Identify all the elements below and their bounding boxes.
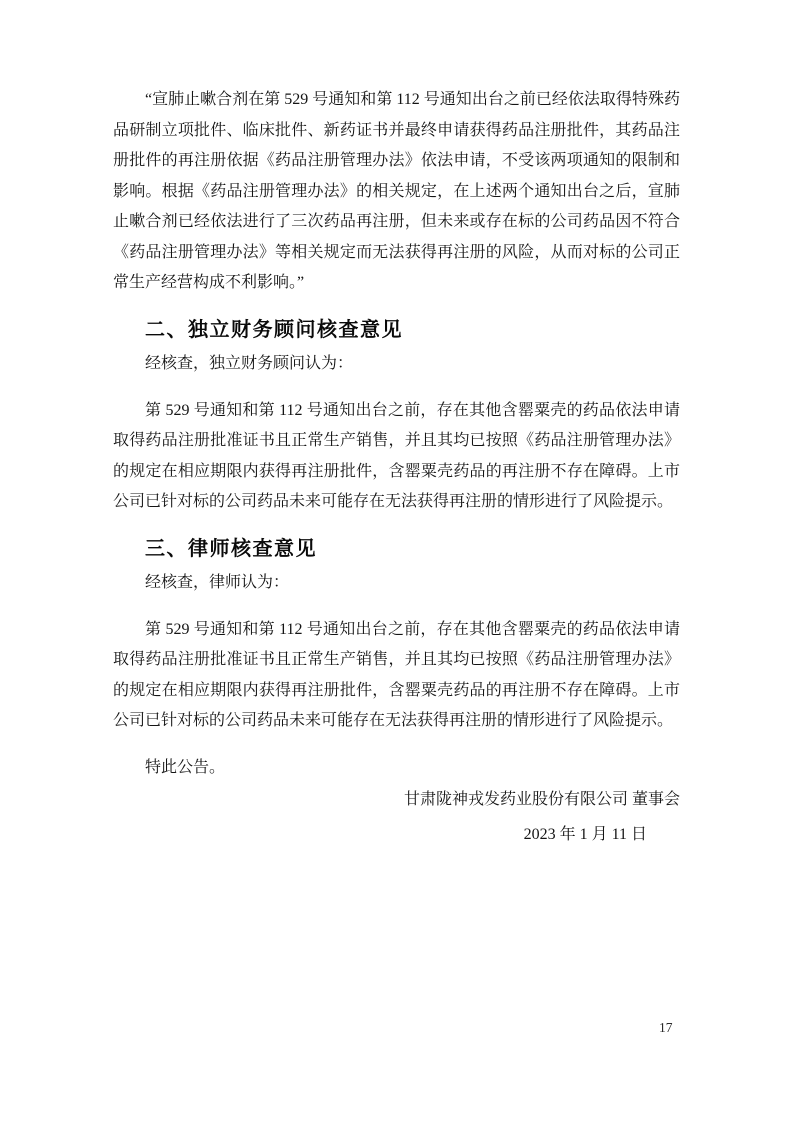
section-heading-lawyer-opinion: 三、律师核查意见 bbox=[145, 537, 317, 560]
closing-statement: 特此公告。 bbox=[145, 758, 226, 776]
lawyer-intro: 经核查，律师认为： bbox=[145, 574, 290, 591]
financial-advisor-intro: 经核查，独立财务顾问认为： bbox=[145, 355, 354, 372]
page-number: 17 bbox=[659, 1020, 673, 1035]
signature-block bbox=[113, 785, 680, 850]
quoted-risk-statement-paragraph: “宣肺止嗽合剂在第 529 号通知和第 112 号通知出台之前已经依法取得特殊药品研制立项批件、临床批件、新药证书并最终申请获得药品注册批件，其药品注册批件的再注册依据《药品注册管理办法》依法申请，不受该两项通知的限制和影响。根据《药品注册管理办法》的相关规定，在上述两个通知出台之后，宣肺止嗽合剂已经依法进行了三次药品再注册，但未来或存在标的公司药品因不符合《药品注册管理办法》等相关规定而无法获得再注册的风险，从而对标的公司正常生产经营构成不利影响。” bbox=[113, 91, 680, 291]
signature-company-board: 甘肃陇神戎发药业股份有限公司 董事会 bbox=[403, 791, 680, 808]
financial-advisor-opinion-paragraph: 第 529 号通知和第 112 号通知出台之前，存在其他含罂粟壳的药品依法申请取得药品注册批准证书且正常生产销售，并且其均已按照《药品注册管理办法》的规定在相应期限内获得再注册批件，含罂粟壳药品的再注册不存在障碍。上市公司已针对标的公司药品未来可能存在无法获得再注册的情形进行了风险提示。 bbox=[113, 401, 680, 510]
document-content bbox=[113, 85, 680, 850]
signature-date: 2023 年 1 月 11 日 bbox=[523, 825, 647, 843]
section-heading-financial-advisor-opinion: 二、独立财务顾问核查意见 bbox=[145, 318, 403, 341]
lawyer-opinion-paragraph: 第 529 号通知和第 112 号通知出台之前，存在其他含罂粟壳的药品依法申请取得药品注册批准证书且正常生产销售，并且其均已按照《药品注册管理办法》的规定在相应期限内获得再注册批件，含罂粟壳药品的再注册不存在障碍。上市公司已针对标的公司药品未来可能存在无法获得再注册的情形进行了风险提示。 bbox=[113, 620, 680, 729]
